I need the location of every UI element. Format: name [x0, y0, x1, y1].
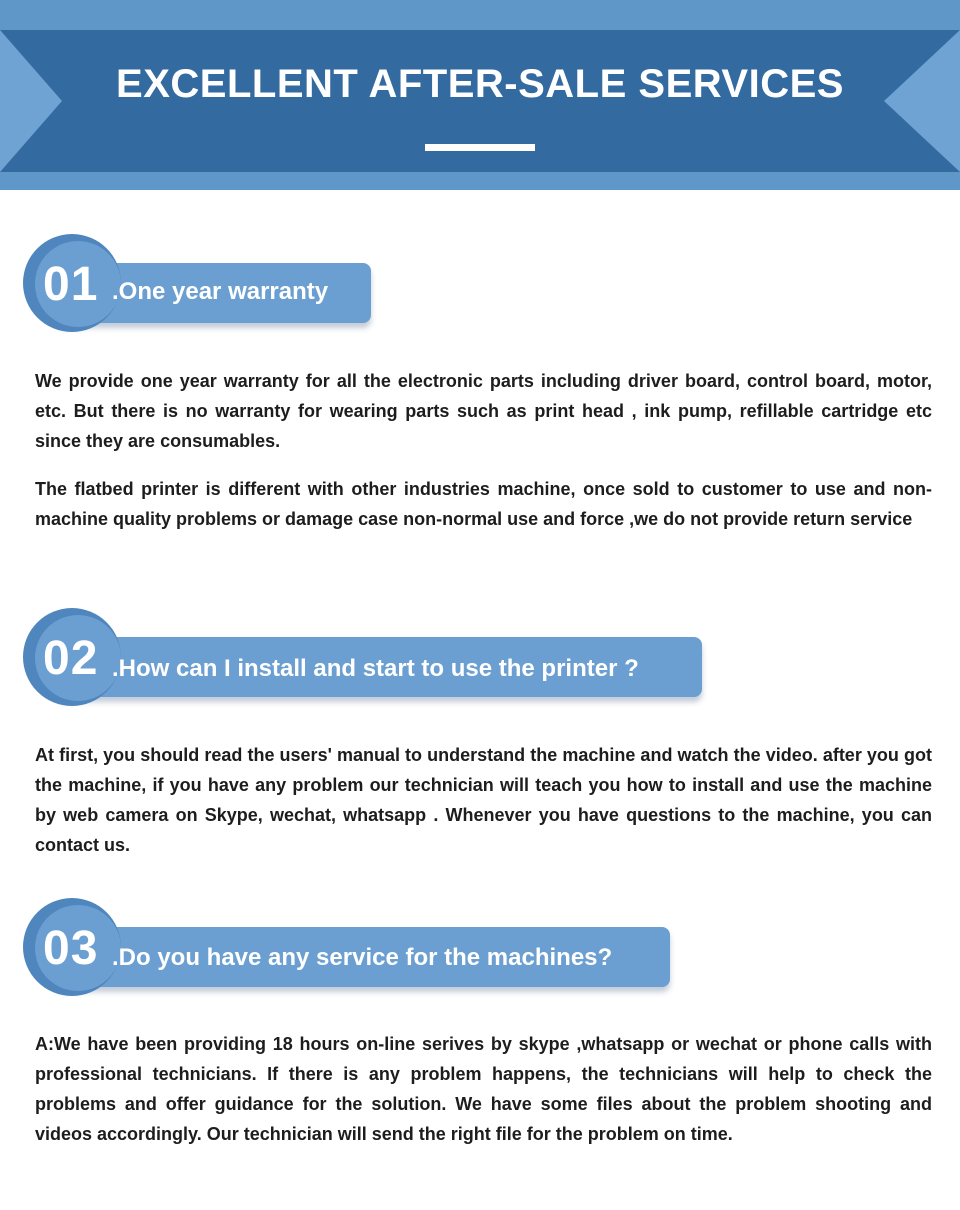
section-number: 03 — [43, 922, 99, 975]
section-heading-text: .How can I install and start to use the printer ? — [112, 655, 639, 682]
section-number: 02 — [43, 632, 99, 685]
section-02-paragraph-1: At first, you should read the users' manual to understand the machine and watch the video. after you got the machine, if you have any problem our technician will teach you how to install and use the machine by web camera on Skype, wechat, whatsapp . Whenever you have questions to the machine, you can contact us. — [35, 745, 932, 855]
section-01-paragraph-1: We provide one year warranty for all the electronic parts including driver board, control board, motor, etc. But there is no warranty for wearing parts such as print head , ink pump, refillable cartridge etc since they are consumables. — [35, 371, 932, 451]
section-heading-02 — [0, 606, 710, 706]
title-underline — [425, 144, 535, 151]
section-heading-text: .Do you have any service for the machines? — [112, 944, 613, 971]
header-banner — [0, 0, 960, 190]
section-heading-03 — [0, 896, 680, 996]
section-heading-01 — [0, 232, 380, 332]
section-heading-text: .One year warranty — [112, 278, 329, 305]
section-03-paragraph-1: A:We have been providing 18 hours on-line serives by skype ,whatsapp or wechat or phone calls with professional technicians. If there is any problem happens, the technicians will help to check the problems and offer guidance for the solution. We have some files about the problem shooting and videos accordingly. Our technician will send the right file for the problem on time. — [35, 1034, 932, 1144]
section-number: 01 — [43, 258, 99, 311]
page-title: EXCELLENT AFTER-SALE SERVICES — [116, 62, 844, 106]
section-01-paragraph-2: The flatbed printer is different with other industries machine, once sold to customer to use and non-machine quality problems or damage case non-normal use and force ,we do not provide return service — [35, 479, 932, 529]
